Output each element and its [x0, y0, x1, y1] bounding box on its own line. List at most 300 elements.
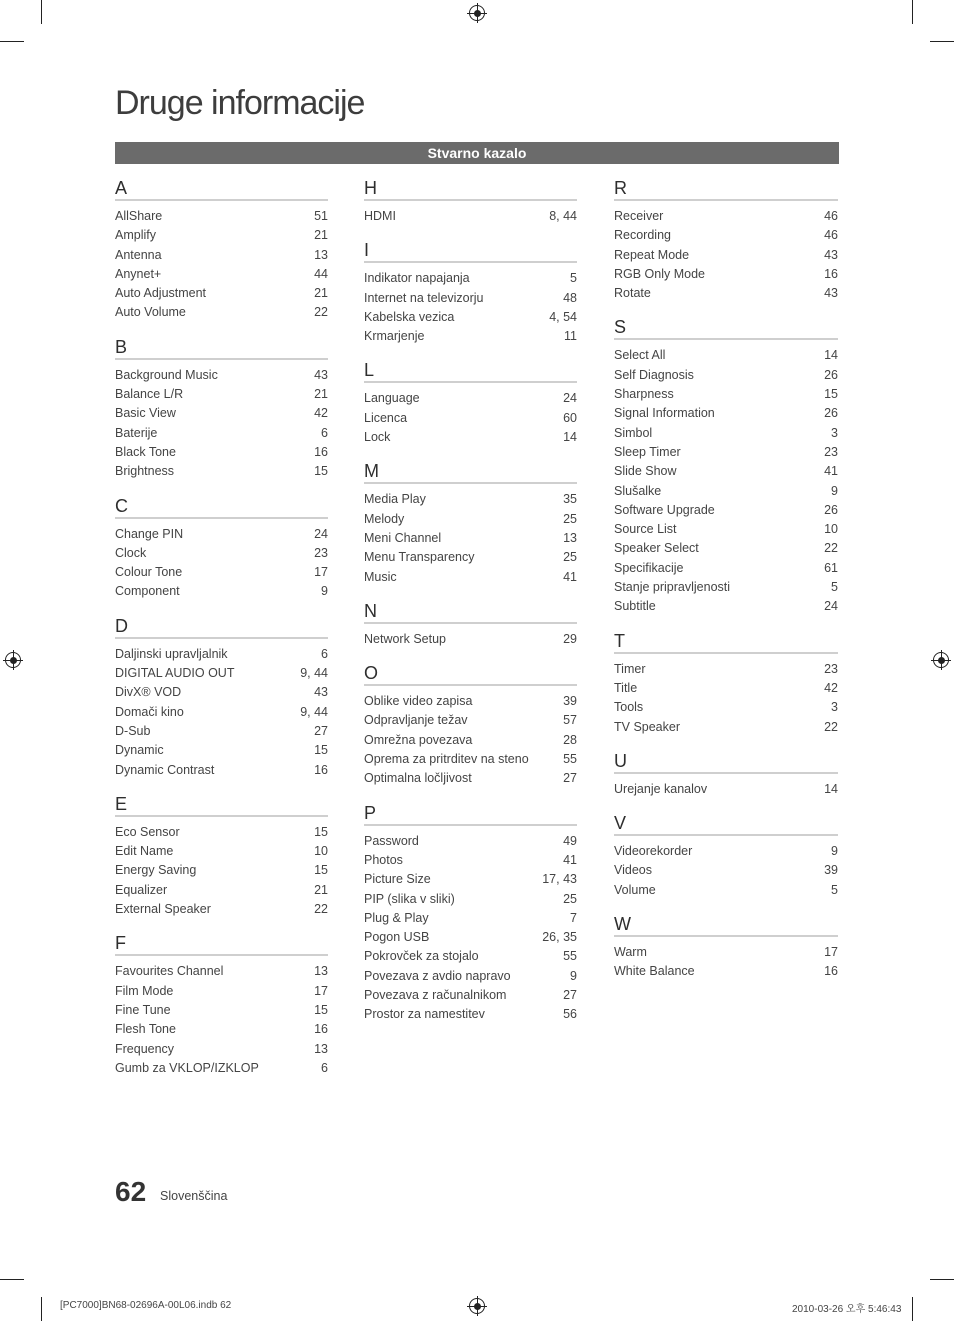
- index-entry: [115, 881, 328, 900]
- index-entry: [614, 578, 838, 597]
- index-entry: [115, 900, 328, 919]
- index-page-ref: 25: [563, 891, 577, 906]
- index-page-ref: 44: [314, 266, 328, 281]
- index-page-ref: 6: [321, 646, 328, 661]
- index-term: Network Setup: [364, 631, 446, 646]
- index-page-ref: 48: [563, 290, 577, 305]
- index-term: Domači kino: [115, 704, 184, 719]
- index-term: Select All: [614, 348, 666, 363]
- index-term: Colour Tone: [115, 565, 183, 580]
- index-entry: [364, 207, 577, 226]
- index-entry: [364, 327, 577, 346]
- index-entry: [115, 982, 328, 1001]
- index-page-ref: 43: [824, 247, 838, 262]
- index-page-ref: 27: [563, 988, 577, 1003]
- index-entry: [614, 246, 838, 265]
- index-page-ref: 26: [824, 502, 838, 517]
- index-group: [115, 178, 328, 323]
- index-group: [115, 616, 328, 780]
- index-term: Media Play: [364, 492, 426, 507]
- index-page-ref: 49: [563, 833, 577, 848]
- index-term: Receiver: [614, 209, 664, 223]
- index-entry: [115, 265, 328, 284]
- index-page-ref: 29: [563, 631, 577, 646]
- index-group: [115, 496, 328, 602]
- index-letter-heading: O: [364, 663, 577, 686]
- index-title-bar: Stvarno kazalo: [115, 142, 839, 164]
- index-page-ref: 41: [563, 569, 577, 584]
- index-term: Anynet+: [115, 266, 162, 281]
- index-page-ref: 14: [824, 348, 838, 363]
- index-page-ref: 15: [314, 1002, 328, 1017]
- index-entry: [115, 861, 328, 880]
- index-page-ref: 22: [824, 719, 838, 734]
- index-term: Photos: [364, 852, 403, 867]
- registration-mark-icon: [5, 652, 21, 668]
- index-entry: [115, 246, 328, 265]
- index-page-ref: 16: [314, 762, 328, 777]
- index-term: Edit Name: [115, 844, 174, 859]
- index-term: Dynamic Contrast: [115, 762, 215, 777]
- index-entry: [614, 424, 838, 443]
- index-entry: [614, 718, 838, 737]
- index-term: Film Mode: [115, 983, 174, 998]
- registration-mark-icon: [469, 1298, 485, 1314]
- index-term: Krmarjenje: [364, 329, 425, 344]
- index-term: Source List: [614, 522, 677, 537]
- index-page-ref: 13: [314, 1041, 328, 1056]
- index-group: [614, 178, 838, 303]
- index-term: Antenna: [115, 247, 162, 262]
- index-term: External Speaker: [115, 902, 211, 917]
- index-page-ref: 16: [824, 266, 838, 281]
- index-entry: [364, 568, 577, 587]
- index-page-ref: 24: [314, 526, 328, 541]
- index-term: Frequency: [115, 1041, 175, 1056]
- index-entry: [115, 703, 328, 722]
- index-term: Timer: [614, 661, 646, 676]
- index-term: Music: [364, 569, 397, 584]
- index-term: HDMI: [364, 209, 396, 223]
- index-entry: [364, 692, 577, 711]
- index-entry: [614, 842, 838, 861]
- index-entry: [115, 462, 328, 481]
- index-entry: [614, 346, 838, 365]
- index-letter-heading: C: [115, 496, 328, 519]
- index-letter-heading: U: [614, 751, 838, 774]
- index-entry: [115, 823, 328, 842]
- index-term: Warm: [614, 945, 647, 960]
- index-term: Pogon USB: [364, 930, 430, 945]
- index-entry: [364, 490, 577, 509]
- index-entry: [115, 962, 328, 981]
- index-page-ref: 11: [564, 329, 577, 344]
- index-group: [115, 933, 328, 1078]
- index-entry: [364, 409, 577, 428]
- index-entry: [364, 548, 577, 567]
- index-term: DIGITAL AUDIO OUT: [115, 666, 235, 681]
- index-entry: [115, 525, 328, 544]
- index-entry: [614, 265, 838, 284]
- index-entry: [364, 986, 577, 1005]
- index-page-ref: 28: [563, 732, 577, 747]
- crop-mark: [912, 0, 913, 24]
- index-page-ref: 51: [314, 209, 328, 223]
- index-entry: [364, 510, 577, 529]
- index-term: Specifikacije: [614, 560, 684, 575]
- index-page-ref: 23: [824, 661, 838, 676]
- index-entry: [115, 1001, 328, 1020]
- index-page-ref: 3: [831, 425, 838, 440]
- index-group: [364, 178, 577, 226]
- index-entry: [115, 1020, 328, 1039]
- index-term: Pokrovček za stojalo: [364, 949, 479, 964]
- index-page-ref: 13: [314, 964, 328, 979]
- index-entry: [614, 597, 838, 616]
- index-entry: [364, 890, 577, 909]
- index-term: Lock: [364, 430, 391, 445]
- index-entry: [614, 226, 838, 245]
- index-term: Melody: [364, 511, 405, 526]
- index-term: Fine Tune: [115, 1002, 171, 1017]
- index-entry: [115, 683, 328, 702]
- index-entry: [614, 404, 838, 423]
- index-term: Urejanje kanalov: [614, 781, 708, 796]
- index-entry: [115, 761, 328, 780]
- index-entry: [364, 928, 577, 947]
- index-entry: [115, 226, 328, 245]
- index-page-ref: 24: [563, 391, 577, 406]
- index-letter-heading: W: [614, 914, 838, 937]
- index-group: [115, 794, 328, 919]
- index-column-3: [614, 178, 838, 996]
- index-term: Optimalna ločljivost: [364, 771, 472, 786]
- registration-mark-icon: [469, 5, 485, 21]
- crop-mark: [912, 1297, 913, 1321]
- index-term: Povezava z avdio napravo: [364, 968, 511, 983]
- index-page-ref: 21: [314, 228, 328, 243]
- index-term: Slušalke: [614, 483, 662, 498]
- index-term: PIP (slika v sliki): [364, 891, 455, 906]
- index-term: Videorekorder: [614, 844, 693, 859]
- index-entry: [614, 284, 838, 303]
- index-group: [614, 317, 838, 616]
- index-page-ref: 14: [563, 430, 577, 445]
- index-page-ref: 16: [314, 1022, 328, 1037]
- index-letter-heading: B: [115, 337, 328, 360]
- index-page-ref: 57: [563, 713, 577, 728]
- index-term: Energy Saving: [115, 863, 197, 878]
- index-entry: [364, 428, 577, 447]
- index-page-ref: 22: [314, 902, 328, 917]
- index-term: Odpravljanje težav: [364, 713, 468, 728]
- index-entry: [364, 731, 577, 750]
- index-page-ref: 16: [314, 444, 328, 459]
- index-page-ref: 6: [321, 425, 328, 440]
- index-entry: [115, 443, 328, 462]
- index-term: Picture Size: [364, 872, 431, 887]
- page-title: Druge informacije: [115, 84, 365, 122]
- index-page-ref: 46: [824, 209, 838, 223]
- index-entry: [364, 711, 577, 730]
- index-page-ref: 55: [563, 949, 577, 964]
- index-page-ref: 9: [831, 844, 838, 859]
- crop-mark: [0, 41, 24, 42]
- index-entry: [614, 780, 838, 799]
- index-term: Daljinski upravljalnik: [115, 646, 228, 661]
- index-page-ref: 15: [824, 387, 838, 402]
- index-page-ref: 17: [824, 945, 838, 960]
- index-entry: [115, 1040, 328, 1059]
- index-entry: [115, 563, 328, 582]
- index-group: [364, 803, 577, 1025]
- index-term: Baterije: [115, 425, 158, 440]
- index-term: Sleep Timer: [614, 444, 681, 459]
- index-term: Language: [364, 391, 420, 406]
- index-letter-heading: V: [614, 813, 838, 836]
- index-letter-heading: P: [364, 803, 577, 826]
- index-page-ref: 23: [824, 444, 838, 459]
- crop-mark: [41, 1297, 42, 1321]
- index-group: [364, 360, 577, 447]
- index-page-ref: 46: [824, 228, 838, 243]
- index-term: Title: [614, 680, 638, 695]
- index-term: Favourites Channel: [115, 964, 224, 979]
- index-page-ref: 10: [824, 522, 838, 537]
- index-term: Stanje pripravljenosti: [614, 580, 731, 595]
- index-term: Software Upgrade: [614, 502, 715, 517]
- index-entry: [364, 909, 577, 928]
- index-entry: [115, 544, 328, 563]
- index-page-ref: 26, 35: [542, 930, 577, 945]
- index-entry: [364, 529, 577, 548]
- crop-mark: [930, 41, 954, 42]
- index-entry: [115, 424, 328, 443]
- index-entry: [115, 385, 328, 404]
- index-term: Prostor za namestitev: [364, 1007, 485, 1022]
- index-term: RGB Only Mode: [614, 266, 706, 281]
- index-term: Balance L/R: [115, 387, 184, 402]
- index-entry: [614, 962, 838, 981]
- index-entry: [364, 769, 577, 788]
- index-page-ref: 27: [563, 771, 577, 786]
- index-group: [115, 337, 328, 482]
- index-entry: [115, 722, 328, 741]
- index-group: [364, 461, 577, 586]
- index-entry: [364, 947, 577, 966]
- index-term: Indikator napajanja: [364, 271, 470, 286]
- index-letter-heading: H: [364, 178, 577, 201]
- index-entry: [364, 630, 577, 649]
- index-entry: [614, 660, 838, 679]
- index-page-ref: 13: [314, 247, 328, 262]
- index-entry: [364, 389, 577, 408]
- index-letter-heading: S: [614, 317, 838, 340]
- index-term: Internet na televizorju: [364, 290, 484, 305]
- index-entry: [614, 366, 838, 385]
- index-term: Brightness: [115, 464, 175, 479]
- index-term: Licenca: [364, 410, 408, 425]
- index-term: DivX® VOD: [115, 685, 182, 700]
- index-page-ref: 22: [824, 541, 838, 556]
- index-term: Subtitle: [614, 599, 656, 614]
- index-page-ref: 61: [824, 560, 838, 575]
- index-entry: [364, 851, 577, 870]
- index-page-ref: 25: [563, 550, 577, 565]
- index-page-ref: 4, 54: [549, 309, 577, 324]
- index-page-ref: 15: [314, 743, 328, 758]
- index-entry: [614, 501, 838, 520]
- index-page-ref: 6: [321, 1060, 328, 1075]
- index-entry: [115, 842, 328, 861]
- page-number: 62: [115, 1176, 147, 1207]
- index-entry: [614, 861, 838, 880]
- index-page-ref: 22: [314, 305, 328, 320]
- index-page-ref: 24: [824, 599, 838, 614]
- index-page-ref: 9, 44: [300, 666, 328, 681]
- index-page-ref: 60: [563, 410, 577, 425]
- index-term: Component: [115, 584, 180, 599]
- crop-mark: [0, 1279, 24, 1280]
- index-entry: [614, 559, 838, 578]
- index-entry: [115, 645, 328, 664]
- index-page-ref: 9: [321, 584, 328, 599]
- index-letter-heading: L: [364, 360, 577, 383]
- index-entry: [614, 881, 838, 900]
- index-page-ref: 5: [831, 882, 838, 897]
- index-entry: [115, 207, 328, 226]
- index-column-2: [364, 178, 577, 1039]
- index-page-ref: 16: [824, 964, 838, 979]
- index-page-ref: 43: [824, 286, 838, 301]
- index-term: Kabelska vezica: [364, 309, 455, 324]
- index-page-ref: 15: [314, 863, 328, 878]
- index-term: Oprema za pritrditev na steno: [364, 752, 529, 767]
- index-group: [614, 751, 838, 799]
- index-entry: [115, 404, 328, 423]
- index-entry: [364, 967, 577, 986]
- index-page-ref: 5: [831, 580, 838, 595]
- index-page-ref: 21: [314, 286, 328, 301]
- index-page-ref: 10: [314, 844, 328, 859]
- index-term: Black Tone: [115, 444, 176, 459]
- index-term: TV Speaker: [614, 719, 681, 734]
- index-letter-heading: T: [614, 631, 838, 654]
- index-letter-heading: F: [115, 933, 328, 956]
- index-page-ref: 3: [831, 700, 838, 715]
- index-page-ref: 17: [314, 983, 328, 998]
- index-term: Change PIN: [115, 526, 184, 541]
- index-term: Gumb za VKLOP/IZKLOP: [115, 1060, 259, 1075]
- index-entry: [364, 750, 577, 769]
- index-entry: [364, 289, 577, 308]
- index-page-ref: 26: [824, 406, 838, 421]
- index-page-ref: 9: [831, 483, 838, 498]
- index-entry: [364, 308, 577, 327]
- index-page-ref: 39: [824, 863, 838, 878]
- index-page-ref: 9, 44: [300, 704, 328, 719]
- index-term: Povezava z računalnikom: [364, 988, 507, 1003]
- index-group: [364, 240, 577, 346]
- index-entry: [115, 303, 328, 322]
- index-entry: [614, 462, 838, 481]
- index-entry: [614, 679, 838, 698]
- index-entry: [364, 832, 577, 851]
- index-term: Sharpness: [614, 387, 674, 402]
- index-page-ref: 15: [314, 464, 328, 479]
- index-page-ref: 14: [824, 781, 838, 796]
- index-term: Oblike video zapisa: [364, 694, 473, 709]
- index-page-ref: 43: [314, 685, 328, 700]
- index-entry: [115, 366, 328, 385]
- registration-mark-icon: [933, 652, 949, 668]
- index-page-ref: 8, 44: [549, 209, 577, 223]
- language-label: Slovenščina: [160, 1189, 228, 1203]
- index-letter-heading: D: [115, 616, 328, 639]
- index-page-ref: 42: [824, 680, 838, 695]
- index-entry: [614, 482, 838, 501]
- index-entry: [614, 943, 838, 962]
- index-entry: [614, 539, 838, 558]
- index-term: Amplify: [115, 228, 156, 243]
- crop-mark: [41, 0, 42, 24]
- index-term: Volume: [614, 882, 656, 897]
- index-term: Rotate: [614, 286, 651, 301]
- index-term: Videos: [614, 863, 652, 878]
- index-page-ref: 42: [314, 406, 328, 421]
- index-entry: [115, 664, 328, 683]
- index-term: Repeat Mode: [614, 247, 690, 262]
- index-term: Auto Adjustment: [115, 286, 207, 301]
- index-entry: [614, 698, 838, 717]
- print-timestamp: 2010-03-26 오후 5:46:43: [792, 1304, 902, 1315]
- index-term: Simbol: [614, 425, 653, 440]
- index-term: D-Sub: [115, 723, 151, 738]
- index-group: [364, 601, 577, 649]
- index-page-ref: 21: [314, 387, 328, 402]
- index-entry: [364, 1005, 577, 1024]
- index-term: Slide Show: [614, 464, 677, 479]
- index-entry: [364, 269, 577, 288]
- index-group: [614, 914, 838, 982]
- index-letter-heading: R: [614, 178, 838, 201]
- index-group: [614, 813, 838, 900]
- index-entry: [115, 741, 328, 760]
- index-term: Basic View: [115, 406, 176, 421]
- index-term: Eco Sensor: [115, 824, 180, 839]
- index-term: Background Music: [115, 367, 218, 382]
- index-term: Password: [364, 833, 419, 848]
- index-page-ref: 56: [563, 1007, 577, 1022]
- index-term: Recording: [614, 228, 671, 243]
- index-page-ref: 15: [314, 824, 328, 839]
- index-term: Menu Transparency: [364, 550, 475, 565]
- file-info: [PC7000]BN68-02696A-00L06.indb 62: [60, 1300, 232, 1311]
- index-letter-heading: E: [115, 794, 328, 817]
- index-page-ref: 39: [563, 694, 577, 709]
- index-term: Self Diagnosis: [614, 367, 694, 382]
- index-term: Equalizer: [115, 882, 168, 897]
- crop-mark: [930, 1279, 954, 1280]
- index-page-ref: 27: [314, 723, 328, 738]
- index-group: [364, 663, 577, 788]
- index-term: Flesh Tone: [115, 1022, 176, 1037]
- index-page-ref: 35: [563, 492, 577, 507]
- index-term: AllShare: [115, 209, 163, 223]
- index-entry: [614, 443, 838, 462]
- index-column-1: [115, 178, 328, 1092]
- index-page-ref: 9: [570, 968, 577, 983]
